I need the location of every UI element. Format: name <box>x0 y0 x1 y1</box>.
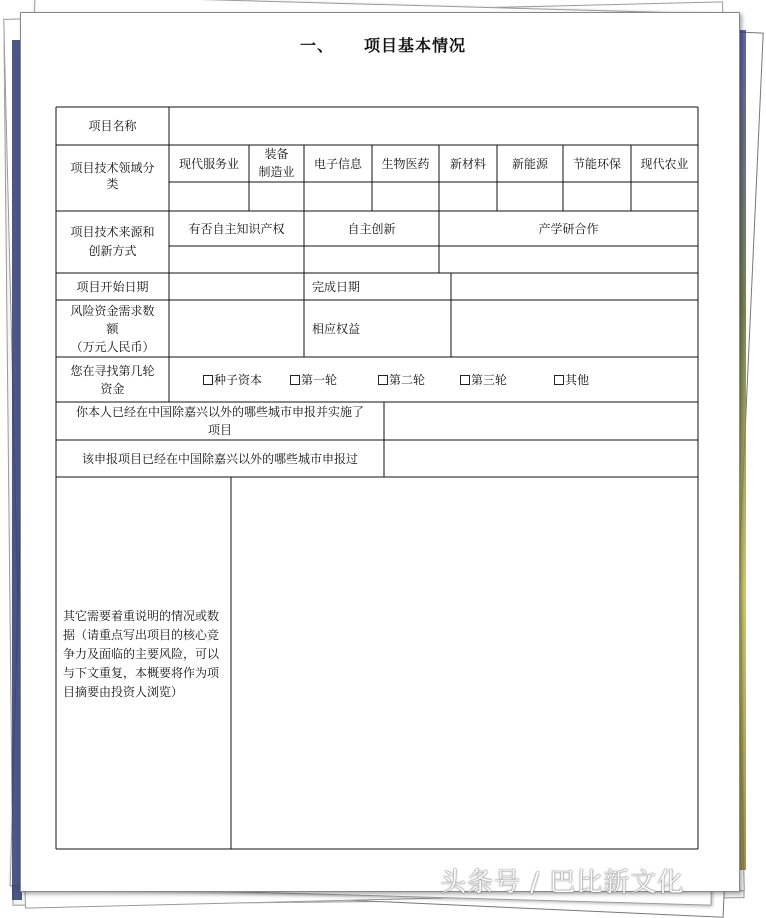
label-risk-capital-line2: 额 <box>106 322 119 336</box>
section-title: 项目基本情况 <box>364 36 467 55</box>
field-new-energy: 新能源 <box>511 157 548 171</box>
label-other-notes: 其它需要着重说明的情况或数据（请重点写出项目的核心竞争力及面临的主要风险，可以与下文重复，本概要将作为项目摘要由投资人浏览） <box>63 609 220 699</box>
round-second[interactable]: 第二轮 <box>378 372 425 388</box>
label-tech-source-line2: 创新方式 <box>88 244 137 258</box>
round-third[interactable]: 第三轮 <box>460 372 507 388</box>
label-funding-round-line2: 资金 <box>100 382 125 396</box>
label-implemented-cities-line2: 项目 <box>207 423 232 437</box>
round-other[interactable]: 其他 <box>554 372 589 388</box>
input-implemented-cities[interactable] <box>385 403 697 439</box>
watermark-text: 头条号 / 巴比新文化 <box>440 868 685 898</box>
option-own-ip: 有否自主知识产权 <box>188 222 285 236</box>
label-declared-cities: 该申报项目已经在中国除嘉兴以外的哪些城市申报过 <box>81 452 358 466</box>
input-project-name[interactable] <box>170 108 697 144</box>
checkbox-icon <box>203 375 213 385</box>
option-independent-innovation: 自主创新 <box>347 222 396 236</box>
label-funding-round-line1: 您在寻找第几轮 <box>70 364 155 378</box>
label-equity: 相应权益 <box>312 322 361 336</box>
input-declared-cities[interactable] <box>385 441 697 476</box>
round-seed[interactable]: 种子资本 <box>203 372 262 388</box>
field-equipment-line2: 制造业 <box>258 165 295 179</box>
field-new-materials: 新材料 <box>449 157 486 171</box>
label-tech-field-line2: 类 <box>106 177 119 191</box>
round-first[interactable]: 第一轮 <box>290 372 337 388</box>
checkbox-icon <box>378 375 388 385</box>
field-electronic-info: 电子信息 <box>313 157 362 171</box>
section-number: 一、 <box>299 36 334 55</box>
label-tech-source-line1: 项目技术来源和 <box>70 225 155 239</box>
label-implemented-cities-line1: 你本人已经在中国除嘉兴以外的哪些城市申报并实施了 <box>75 405 364 419</box>
field-modern-service: 现代服务业 <box>178 157 239 171</box>
label-risk-capital-line1: 风险资金需求数 <box>70 304 155 318</box>
checkbox-icon <box>290 375 300 385</box>
input-other-notes[interactable] <box>232 478 697 848</box>
label-end-date: 完成日期 <box>312 280 361 294</box>
label-project-name: 项目名称 <box>88 119 137 133</box>
field-energy-saving: 节能环保 <box>572 157 621 171</box>
label-start-date: 项目开始日期 <box>76 280 149 294</box>
option-industry-academia: 产学研合作 <box>538 222 599 236</box>
label-tech-field-line1: 项目技术领域分 <box>70 161 155 175</box>
field-modern-agriculture: 现代农业 <box>640 157 689 171</box>
field-equipment-line1: 装备 <box>264 147 289 161</box>
label-risk-capital-line3: （万元人民币） <box>70 340 155 354</box>
checkbox-icon <box>460 375 470 385</box>
field-biomedicine: 生物医药 <box>381 157 430 171</box>
checkbox-icon <box>554 375 564 385</box>
